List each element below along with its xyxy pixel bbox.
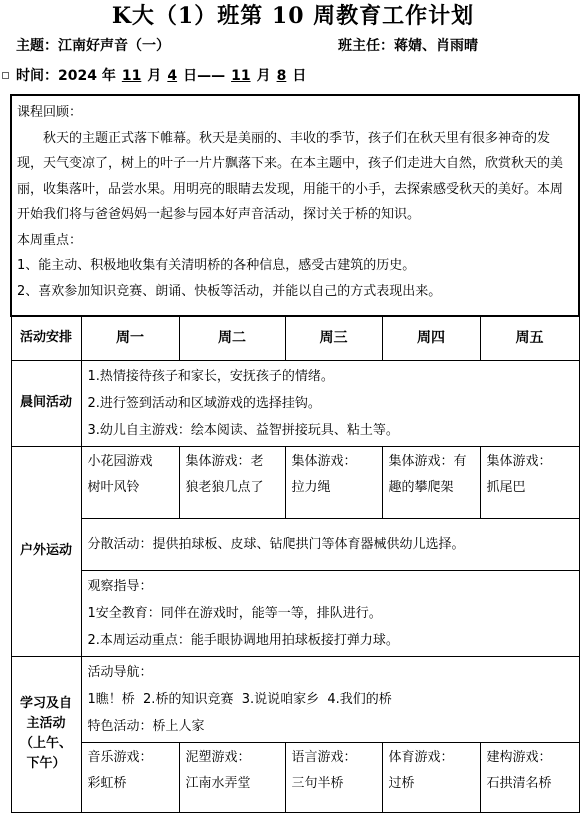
learning-game: 泥塑游戏： 江南水弄堂	[179, 742, 285, 812]
focus-heading: 本周重点：	[17, 232, 83, 248]
start-day-field: 4	[167, 68, 178, 84]
theme-line	[16, 36, 170, 56]
guidance-item: 2.本周运动重点：能手眼协调地用拍球板接打弹力球。	[87, 632, 399, 648]
split-activity: 分散活动：提供拍球板、皮球、钻爬拱门等体育器械供幼儿选择。	[81, 518, 579, 570]
time-line	[16, 66, 306, 86]
day-header: 周一	[81, 316, 179, 360]
outdoor-label: 户外运动	[11, 446, 81, 656]
start-month-field: 11	[121, 68, 142, 84]
guidance-content	[81, 570, 579, 656]
anchor-mark-icon	[2, 72, 9, 79]
review-heading: 课程回顾：	[17, 105, 83, 120]
review-paragraph: 秋天的主题正式落下帷幕。秋天是美丽的、丰收的季节，孩子们在秋天里有很多神奇的发现，天气变凉了，树上的叶子一片片飘落下来。在本主题中，孩子们走进大自然，欣赏秋天的美丽，收集落叶，品尝水果。用明亮的眼睛去发现，用能干的小手，去探索感受秋天的美好。本周开始我们将与爸爸妈妈一起参与园本好声音活动，探讨关于桥的知识。	[17, 130, 564, 222]
learning-game: 音乐游戏： 彩虹桥	[81, 742, 179, 812]
day-header: 周二	[179, 316, 285, 360]
morning-item: 3.幼儿自主游戏：绘本阅读、益智拼接玩具、粘土等。	[87, 422, 399, 438]
focus-item: 2、喜欢参加知识竞赛、朗诵、快板等活动，并能以自己的方式表现出来。	[17, 283, 442, 299]
learning-game: 语言游戏： 三句半桥	[285, 742, 382, 812]
year-prefix: 2024 年	[58, 68, 116, 84]
outdoor-games-row	[11, 446, 579, 518]
learning-games-row	[11, 742, 579, 812]
morning-item: 1.热情接待孩子和家长，安抚孩子的情绪。	[87, 368, 334, 384]
outdoor-guidance-row	[11, 570, 579, 656]
guidance-item: 1安全教育：同伴在游戏时，能等一等，排队进行。	[87, 605, 382, 621]
outdoor-game: 集体游戏：有 趣的攀爬架	[382, 446, 480, 518]
day-header: 周三	[285, 316, 382, 360]
teacher-value: 蒋婧、肖雨晴	[394, 38, 478, 54]
outdoor-game: 集体游戏：老 狼老狼几点了	[179, 446, 285, 518]
theme-label: 主题：	[16, 38, 58, 54]
teacher-line	[338, 36, 478, 56]
day-header: 周五	[480, 316, 579, 360]
learning-game: 建构游戏： 石拱清名桥	[480, 742, 579, 812]
learning-nav-content	[81, 656, 579, 742]
learning-game: 体育游戏： 过桥	[382, 742, 480, 812]
day-word: 日	[183, 68, 198, 84]
date-dash: ——	[197, 68, 226, 84]
outdoor-game: 小花园游戏 树叶风铃	[81, 446, 179, 518]
nav-items: 1瞧！桥 2.桥的知识竞赛 3.说说咱家乡 4.我们的桥	[87, 691, 392, 707]
weekly-plan-table	[10, 94, 580, 813]
focus-item: 1、能主动、积极地收集有关清明桥的各种信息，感受古建筑的历史。	[17, 258, 416, 273]
page-title: K大（1）班第 10 周教育工作计划	[111, 3, 475, 29]
day-word-2: 日	[292, 68, 307, 84]
review-row	[11, 95, 579, 316]
learning-label: 学习及自 主活动 （上午、 下午）	[11, 656, 81, 812]
theme-value: 江南好声音（一）	[58, 38, 170, 54]
special-activity: 特色活动：桥上人家	[87, 718, 205, 734]
teacher-label: 班主任：	[338, 38, 394, 54]
outdoor-game: 集体游戏： 抓尾巴	[480, 446, 579, 518]
month-word: 月	[147, 68, 162, 84]
outdoor-game: 集体游戏： 拉力绳	[285, 446, 382, 518]
nav-heading: 活动导航：	[87, 664, 153, 680]
morning-item: 2.进行签到活动和区域游戏的选择挂钩。	[87, 395, 321, 411]
review-cell	[11, 95, 579, 316]
morning-row	[11, 360, 579, 446]
time-label: 时间：	[16, 68, 58, 84]
guidance-heading: 观察指导：	[87, 578, 153, 594]
morning-content	[81, 360, 579, 446]
schedule-header-label: 活动安排	[11, 316, 81, 360]
month-word-2: 月	[256, 68, 271, 84]
outdoor-split-row	[11, 518, 579, 570]
end-day-field: 8	[276, 68, 287, 84]
end-month-field: 11	[231, 68, 251, 84]
morning-label: 晨间活动	[11, 360, 81, 446]
schedule-header-row	[11, 316, 579, 360]
day-header: 周四	[382, 316, 480, 360]
learning-nav-row	[11, 656, 579, 742]
